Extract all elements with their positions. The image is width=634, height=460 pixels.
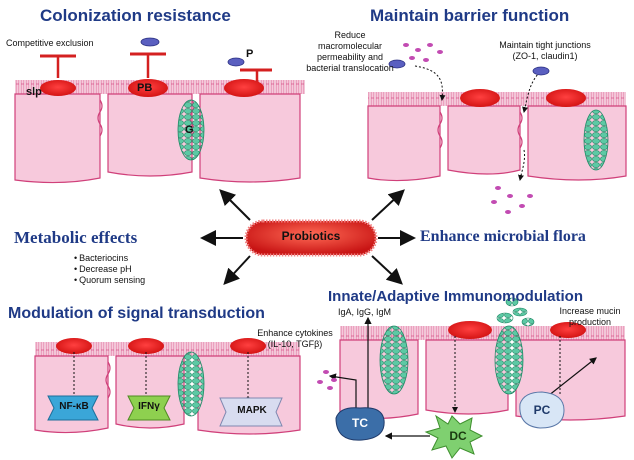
tight-junctions-text (470, 40, 620, 62)
tight-junctions-line-1: Maintain tight junctions (499, 40, 591, 50)
ifn-label: IFNγ (138, 401, 160, 412)
tight-junctions-line-2: (ZO-1, claudin1) (512, 51, 578, 61)
p-label: P (246, 48, 254, 60)
metabolic-item: • Decrease pH (74, 264, 145, 275)
metabolic-effects-title: Metabolic effects (14, 228, 138, 247)
g-label: G (185, 124, 194, 136)
reduce-permeability-text (285, 30, 415, 74)
probiotics-label: Probiotics (281, 229, 341, 243)
signal-transduction-title: Modulation of signal transduction (8, 305, 265, 322)
mapk-label: MAPK (237, 405, 267, 416)
pathogen-icon (228, 58, 244, 66)
reduce-line-1: Reduce (334, 30, 366, 40)
antibodies-label: IgA, IgG, IgM (338, 307, 392, 317)
pc-label: PC (533, 403, 551, 417)
reduce-line-3: permeability and (316, 52, 384, 62)
slp-label: slp (26, 86, 42, 98)
nfkb-label: NF-κB (59, 401, 89, 412)
mucin-line-2: production (568, 317, 612, 327)
competitive-exclusion-label: Competitive exclusion (6, 38, 94, 48)
metabolic-item: • Bacteriocins (74, 253, 145, 264)
colonization-epithelium (15, 38, 305, 183)
cytokines-line-1: Enhance cytokines (257, 328, 333, 338)
tc-label: TC (352, 416, 368, 430)
reduce-line-4: bacterial translocation (306, 63, 394, 73)
mucin-line-1: Increase mucin (559, 306, 621, 316)
immunomodulation-title: Innate/Adaptive Immunomodulation (328, 288, 584, 305)
reduce-line-2: macromolecular (317, 41, 383, 51)
microbial-flora-title: Enhance microbial flora (420, 228, 586, 245)
barrier-function-title: Maintain barrier function (370, 6, 570, 25)
metabolic-item: • Quorum sensing (74, 275, 145, 286)
probiotic-slp (40, 80, 76, 96)
colonization-resistance-title: Colonization resistance (40, 6, 231, 25)
pathogen-icon (141, 38, 159, 46)
pb-label: PB (137, 82, 153, 94)
signal-epithelium (35, 338, 300, 434)
cytokines-text (250, 328, 340, 350)
cytokines-line-2: (IL-10, TGFβ) (267, 339, 323, 349)
metabolic-effects-list (74, 253, 145, 286)
dc-label: DC (449, 429, 467, 443)
mucin-text (550, 306, 630, 328)
